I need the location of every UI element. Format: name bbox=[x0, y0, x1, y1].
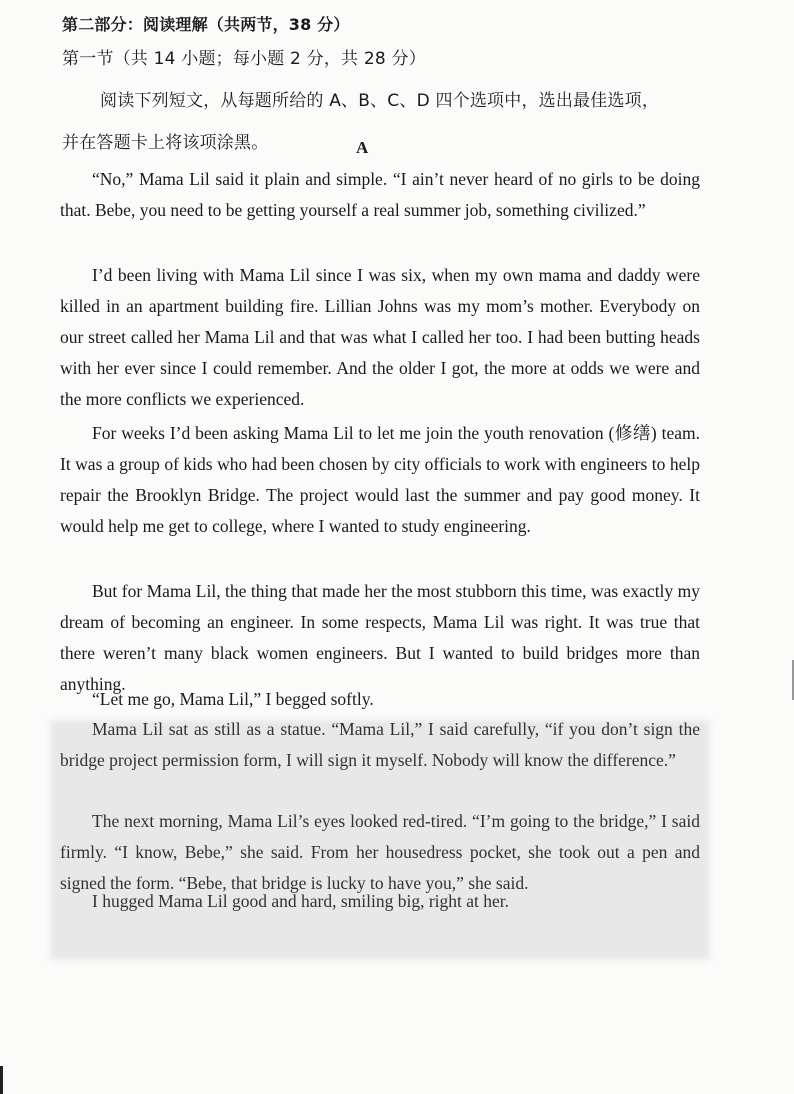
passage-label: A bbox=[356, 138, 369, 157]
paragraph: “No,” Mama Lil said it plain and simple. “I ain’t never heard of no girls to be doing that. Bebe, you need to be getting yourself a real summer job, something civilized.” bbox=[60, 169, 700, 220]
section-title: 第二部分：阅读理解（共两节，38 分） bbox=[62, 15, 350, 34]
instruction-line-1: 阅读下列短文，从每题所给的 A、B、C、D 四个选项中，选出最佳选项， bbox=[100, 91, 660, 111]
paragraph: The next morning, Mama Lil’s eyes looked red-tired. “I’m going to the bridge,” I said firmly. “I know, Bebe,” she said. From her housedress pocket, she took out a pen and signed the form. “Bebe, that bridge is lucky to have you,” she said. bbox=[60, 811, 700, 893]
margin-mark bbox=[0, 1066, 3, 1094]
paragraph: But for Mama Lil, the thing that made her the most stubborn this time, was exactly my dream of becoming an engineer. In some respects, Mama Lil was right. It was true that there weren’t many black women engineers. But I wanted to build bridges more than anything. bbox=[60, 581, 700, 694]
paragraph: Mama Lil sat as still as a statue. “Mama Lil,” I said carefully, “if you don’t sign the bridge project permission form, I will sign it myself. Nobody will know the difference.” bbox=[60, 719, 700, 770]
paragraph: “Let me go, Mama Lil,” I begged softly. bbox=[92, 689, 374, 709]
instruction-line-2: 并在答题卡上将该项涂黑。 bbox=[62, 133, 269, 153]
paragraph: I’d been living with Mama Lil since I was six, when my own mama and daddy were killed in an apartment building fire. Lillian Johns was my mom’s mother. Everybody on our street called her Mama Lil and that was what I called her too. I had been butting heads with her ever since I could remember. And the older I got, the more at odds we were and the more conflicts we experienced. bbox=[60, 265, 700, 409]
subsection-title: 第一节（共 14 小题；每小题 2 分，共 28 分） bbox=[62, 49, 426, 69]
paragraph: For weeks I’d been asking Mama Lil to let me join the youth renovation (修缮) team. It was a group of kids who had been chosen by city officials to work with engineers to help repair the Brooklyn Bridge. The project would last the summer and pay good money. It would help me get to college, where I wanted to study engineering. bbox=[60, 423, 700, 536]
paragraph: I hugged Mama Lil good and hard, smiling big, right at her. bbox=[92, 891, 510, 911]
